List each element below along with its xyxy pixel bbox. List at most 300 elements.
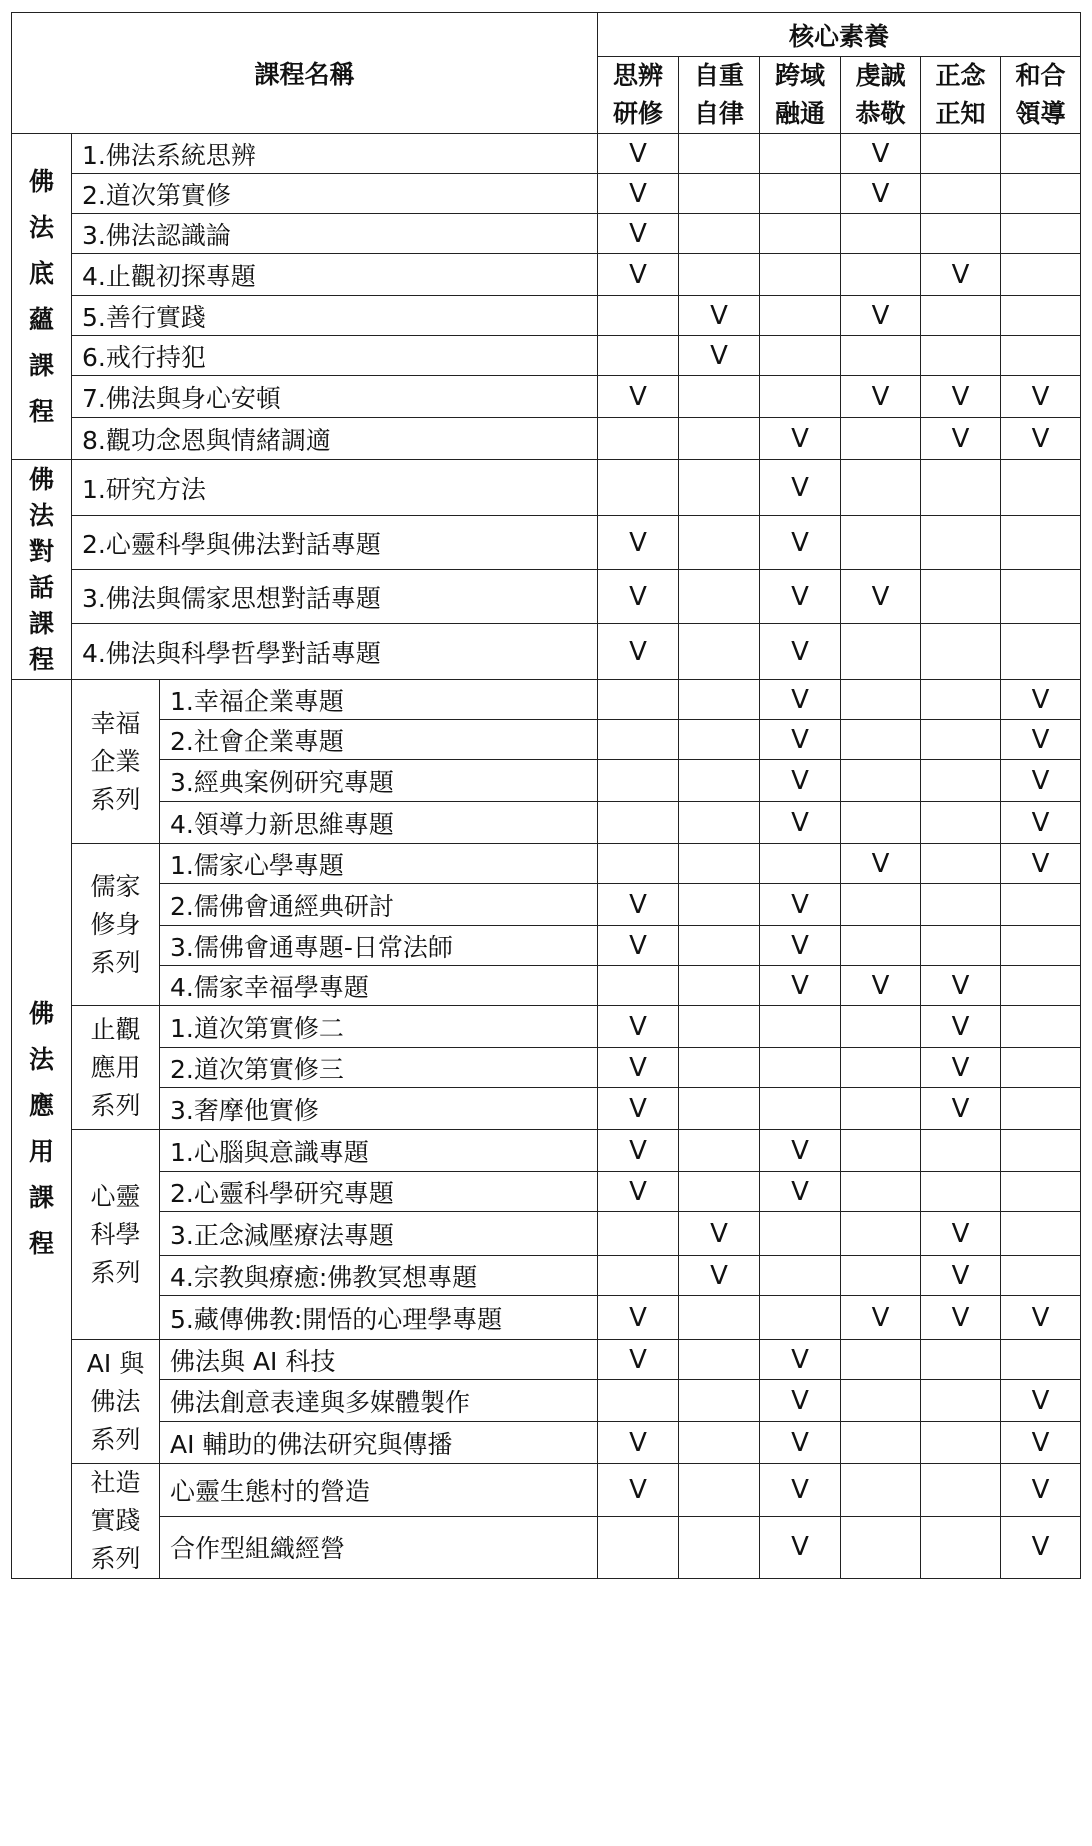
category-char: 佛 [28, 166, 54, 196]
competency-mark-cell [921, 296, 1001, 336]
competency-mark-cell [841, 884, 921, 926]
competency-mark-cell: V [760, 926, 841, 966]
competency-mark-cell [921, 760, 1001, 802]
competency-mark-cell: V [598, 254, 679, 296]
competency-mark-cell: V [841, 966, 921, 1006]
competency-mark-cell [598, 802, 679, 844]
competency-line1: 思辨 [612, 61, 663, 90]
table-row [12, 1516, 1081, 1578]
competency-mark-cell: V [598, 134, 679, 174]
competency-mark-cell [679, 134, 760, 174]
table-row [12, 418, 1081, 460]
series-label-line: 實踐 [90, 1506, 141, 1535]
competency-mark-cell [1001, 1088, 1081, 1130]
competency-mark-cell [1001, 1256, 1081, 1296]
category-char: 應 [28, 1091, 54, 1120]
competency-mark-cell [1001, 296, 1081, 336]
competency-mark-cell [841, 926, 921, 966]
competency-mark-cell [1001, 1340, 1081, 1380]
curriculum-competency-table [11, 12, 1081, 1579]
table-row [12, 1048, 1081, 1088]
competency-mark-cell [841, 214, 921, 254]
competency-mark-cell: V [760, 1422, 841, 1464]
competency-mark-cell [841, 336, 921, 376]
competency-mark-cell: V [598, 1340, 679, 1380]
series-label [72, 1464, 160, 1579]
category-char: 佛 [28, 464, 54, 494]
competency-line2: 正知 [935, 99, 986, 128]
competency-mark-cell [679, 516, 760, 570]
competency-mark-cell [841, 802, 921, 844]
category-char: 蘊 [28, 304, 54, 334]
competency-mark-cell [841, 1212, 921, 1256]
competency-mark-cell: V [598, 214, 679, 254]
competency-mark-cell [598, 1256, 679, 1296]
series-label-line: 企業 [90, 746, 141, 776]
competency-mark-cell [921, 926, 1001, 966]
table-row [12, 844, 1081, 884]
competency-mark-cell [760, 1256, 841, 1296]
competency-mark-cell [598, 418, 679, 460]
table-row [12, 516, 1081, 570]
series-label-line: 科學 [90, 1219, 141, 1249]
competency-mark-cell [841, 1088, 921, 1130]
table-row [12, 1088, 1081, 1130]
course-name-cell: 4.領導力新思維專題 [160, 802, 598, 844]
series-label-line: 儒家 [90, 871, 141, 901]
competency-mark-cell [679, 624, 760, 680]
category-label [12, 134, 72, 460]
course-name-cell: 4.儒家幸福學專題 [160, 966, 598, 1006]
category-char: 課 [28, 350, 54, 380]
table-row [12, 966, 1081, 1006]
table-row [12, 680, 1081, 720]
competency-mark-cell [841, 1422, 921, 1464]
competency-mark-cell [921, 1464, 1001, 1517]
table-row [12, 926, 1081, 966]
competency-mark-cell: V [679, 296, 760, 336]
competency-mark-cell: V [921, 1006, 1001, 1048]
competency-mark-cell [679, 802, 760, 844]
competency-mark-cell [679, 1048, 760, 1088]
competency-mark-cell: V [1001, 760, 1081, 802]
course-name-header: 課程名稱 [12, 13, 598, 134]
competency-mark-cell: V [1001, 802, 1081, 844]
course-name-cell: 2.心靈科學與佛法對話專題 [72, 516, 598, 570]
competency-mark-cell [679, 1006, 760, 1048]
competency-mark-cell [1001, 884, 1081, 926]
competency-mark-cell [760, 214, 841, 254]
competency-mark-cell [921, 214, 1001, 254]
competency-mark-cell [679, 680, 760, 720]
competency-line2: 領導 [1015, 99, 1066, 128]
curriculum-table-wrapper [11, 12, 1081, 1579]
category-char: 課 [28, 608, 54, 638]
series-label-line: 系列 [90, 1090, 141, 1120]
table-row [12, 254, 1081, 296]
series-label-line: 社造 [90, 1468, 141, 1497]
competency-mark-cell: V [760, 1172, 841, 1212]
competency-mark-cell [1001, 966, 1081, 1006]
table-row [12, 1006, 1081, 1048]
competency-mark-cell [1001, 1048, 1081, 1088]
competency-mark-cell: V [841, 1296, 921, 1340]
category-char: 話 [28, 572, 54, 602]
competency-mark-cell [1001, 214, 1081, 254]
competency-mark-cell [598, 1380, 679, 1422]
table-row [12, 460, 1081, 516]
series-label-line: 止觀 [90, 1014, 141, 1044]
competency-mark-cell: V [921, 254, 1001, 296]
course-name-cell: 1.心腦與意識專題 [160, 1130, 598, 1172]
category-char: 程 [28, 644, 54, 674]
competency-mark-cell [1001, 254, 1081, 296]
category-char: 佛 [28, 999, 54, 1028]
competency-mark-cell: V [1001, 1422, 1081, 1464]
competency-line2: 恭敬 [855, 99, 906, 128]
competency-mark-cell [679, 720, 760, 760]
competency-mark-cell [598, 460, 679, 516]
competency-mark-cell: V [760, 1130, 841, 1172]
competency-mark-cell [841, 1006, 921, 1048]
competency-mark-cell [921, 844, 1001, 884]
competency-mark-cell [760, 254, 841, 296]
competency-mark-cell: V [598, 1172, 679, 1212]
series-label-line: 系列 [90, 1257, 141, 1287]
competency-mark-cell: V [598, 1464, 679, 1517]
competency-mark-cell [598, 296, 679, 336]
competency-header [598, 57, 679, 134]
competency-mark-cell [679, 254, 760, 296]
table-row [12, 1172, 1081, 1212]
competency-mark-cell [760, 1212, 841, 1256]
competency-mark-cell: V [760, 1464, 841, 1517]
course-name-cell: 1.道次第實修二 [160, 1006, 598, 1048]
series-label [72, 1006, 160, 1130]
competency-mark-cell [841, 1256, 921, 1296]
course-name-cell: 7.佛法與身心安頓 [72, 376, 598, 418]
competency-mark-cell: V [679, 336, 760, 376]
course-name-cell: 5.善行實踐 [72, 296, 598, 336]
competency-mark-cell: V [760, 680, 841, 720]
category-char: 對 [28, 536, 54, 566]
competency-mark-cell [1001, 460, 1081, 516]
competency-mark-cell [679, 844, 760, 884]
competency-mark-cell [921, 680, 1001, 720]
competency-mark-cell: V [760, 1340, 841, 1380]
course-name-cell: 1.幸福企業專題 [160, 680, 598, 720]
table-row [12, 214, 1081, 254]
course-name-cell: 2.道次第實修 [72, 174, 598, 214]
competency-mark-cell: V [598, 516, 679, 570]
competency-mark-cell [760, 174, 841, 214]
competency-mark-cell: V [598, 884, 679, 926]
table-row [12, 134, 1081, 174]
course-name-cell: 合作型組織經營 [160, 1516, 598, 1578]
table-row [12, 802, 1081, 844]
table-row [12, 174, 1081, 214]
table-row [12, 1256, 1081, 1296]
competency-mark-cell: V [598, 926, 679, 966]
competency-mark-cell: V [760, 624, 841, 680]
category-char: 法 [28, 500, 54, 530]
competency-line1: 虔誠 [855, 61, 906, 90]
course-name-cell: 3.正念減壓療法專題 [160, 1212, 598, 1256]
course-name-cell: 3.佛法與儒家思想對話專題 [72, 570, 598, 624]
competency-mark-cell [679, 760, 760, 802]
category-char: 底 [28, 258, 54, 288]
series-label-line: 應用 [90, 1052, 141, 1082]
competency-mark-cell [841, 460, 921, 516]
competency-mark-cell: V [760, 418, 841, 460]
competency-mark-cell [760, 1296, 841, 1340]
category-label [12, 680, 72, 1579]
competency-mark-cell [921, 336, 1001, 376]
competency-mark-cell [679, 1172, 760, 1212]
competency-mark-cell [921, 624, 1001, 680]
competency-mark-cell [921, 1172, 1001, 1212]
competency-line2: 融通 [774, 99, 825, 128]
competency-mark-cell [598, 720, 679, 760]
competency-mark-cell: V [841, 376, 921, 418]
series-label-line: AI 與 [86, 1348, 145, 1378]
competency-mark-cell [679, 1296, 760, 1340]
series-label [72, 1130, 160, 1340]
competency-header [1001, 57, 1081, 134]
core-competency-header: 核心素養 [598, 13, 1081, 57]
competency-header [921, 57, 1001, 134]
series-label-line: 修身 [90, 909, 141, 939]
competency-mark-cell: V [598, 624, 679, 680]
competency-mark-cell [679, 460, 760, 516]
competency-mark-cell [841, 1130, 921, 1172]
competency-mark-cell: V [921, 1256, 1001, 1296]
course-name-cell: 4.宗教與療癒:佛教冥想專題 [160, 1256, 598, 1296]
competency-mark-cell: V [760, 720, 841, 760]
competency-mark-cell [1001, 516, 1081, 570]
competency-mark-cell: V [598, 1422, 679, 1464]
course-name-cell: 5.藏傳佛教:開悟的心理學專題 [160, 1296, 598, 1340]
table-row [12, 884, 1081, 926]
table-row [12, 336, 1081, 376]
competency-mark-cell [679, 926, 760, 966]
table-row [12, 376, 1081, 418]
competency-header [760, 57, 841, 134]
table-row [12, 760, 1081, 802]
competency-mark-cell [841, 1340, 921, 1380]
competency-mark-cell: V [1001, 1296, 1081, 1340]
competency-mark-cell [841, 680, 921, 720]
competency-mark-cell: V [598, 570, 679, 624]
table-row [12, 1212, 1081, 1256]
competency-mark-cell: V [921, 418, 1001, 460]
course-name-cell: 1.儒家心學專題 [160, 844, 598, 884]
competency-mark-cell [679, 376, 760, 418]
competency-mark-cell [841, 624, 921, 680]
table-body [12, 13, 1081, 1579]
course-name-cell: 2.道次第實修三 [160, 1048, 598, 1088]
competency-mark-cell: V [760, 966, 841, 1006]
course-name-cell: 4.佛法與科學哲學對話專題 [72, 624, 598, 680]
series-label-line: 佛法 [90, 1386, 141, 1416]
competency-mark-cell [841, 254, 921, 296]
competency-mark-cell [1001, 570, 1081, 624]
category-char: 程 [28, 1229, 54, 1258]
category-char: 用 [28, 1137, 54, 1166]
competency-mark-cell [679, 1340, 760, 1380]
competency-mark-cell [1001, 174, 1081, 214]
competency-mark-cell [760, 376, 841, 418]
competency-mark-cell [679, 1464, 760, 1517]
competency-mark-cell [841, 418, 921, 460]
competency-mark-cell: V [921, 1212, 1001, 1256]
competency-mark-cell: V [1001, 720, 1081, 760]
series-label-line: 心靈 [90, 1181, 141, 1211]
course-name-cell: 心靈生態村的營造 [160, 1464, 598, 1517]
competency-mark-cell [1001, 926, 1081, 966]
category-char: 法 [28, 212, 54, 242]
competency-header [841, 57, 921, 134]
competency-mark-cell [921, 1130, 1001, 1172]
competency-mark-cell [841, 760, 921, 802]
category-char: 課 [28, 1183, 54, 1212]
table-row [12, 1340, 1081, 1380]
category-char: 程 [28, 396, 54, 426]
competency-mark-cell: V [921, 1088, 1001, 1130]
competency-mark-cell: V [760, 1380, 841, 1422]
series-label-line: 系列 [90, 1424, 141, 1454]
competency-mark-cell [679, 1516, 760, 1578]
competency-mark-cell [921, 884, 1001, 926]
competency-mark-cell: V [679, 1256, 760, 1296]
competency-mark-cell: V [598, 174, 679, 214]
competency-mark-cell: V [760, 570, 841, 624]
competency-mark-cell: V [760, 460, 841, 516]
competency-mark-cell: V [1001, 1380, 1081, 1422]
competency-mark-cell [921, 720, 1001, 760]
competency-mark-cell: V [760, 884, 841, 926]
course-name-cell: 4.止觀初探專題 [72, 254, 598, 296]
table-row [12, 296, 1081, 336]
competency-mark-cell [841, 516, 921, 570]
competency-mark-cell [760, 1088, 841, 1130]
competency-mark-cell [921, 1422, 1001, 1464]
table-row [12, 1422, 1081, 1464]
competency-mark-cell [1001, 624, 1081, 680]
competency-mark-cell [679, 966, 760, 1006]
table-row [12, 624, 1081, 680]
competency-mark-cell: V [921, 1296, 1001, 1340]
competency-line1: 自重 [693, 61, 744, 90]
table-row [12, 570, 1081, 624]
competency-mark-cell [1001, 1130, 1081, 1172]
competency-mark-cell [921, 134, 1001, 174]
competency-mark-cell [1001, 1006, 1081, 1048]
course-name-cell: 1.研究方法 [72, 460, 598, 516]
course-name-cell: 2.儒佛會通經典研討 [160, 884, 598, 926]
competency-mark-cell [760, 134, 841, 174]
competency-mark-cell: V [598, 1130, 679, 1172]
competency-mark-cell [679, 1422, 760, 1464]
competency-mark-cell [1001, 1212, 1081, 1256]
course-name-cell: 2.社會企業專題 [160, 720, 598, 760]
competency-mark-cell: V [598, 1296, 679, 1340]
course-name-cell: 佛法與 AI 科技 [160, 1340, 598, 1380]
competency-mark-cell [921, 460, 1001, 516]
competency-mark-cell [1001, 1172, 1081, 1212]
competency-line1: 跨域 [774, 61, 825, 90]
competency-mark-cell [679, 214, 760, 254]
competency-mark-cell: V [1001, 418, 1081, 460]
competency-mark-cell [598, 760, 679, 802]
course-name-cell: 6.戒行持犯 [72, 336, 598, 376]
competency-mark-cell [760, 336, 841, 376]
table-row [12, 1380, 1081, 1422]
competency-mark-cell: V [1001, 1464, 1081, 1517]
competency-mark-cell: V [760, 760, 841, 802]
competency-mark-cell: V [598, 1006, 679, 1048]
competency-line1: 和合 [1015, 61, 1066, 90]
competency-line2: 自律 [693, 99, 744, 128]
competency-line1: 正念 [935, 61, 986, 90]
course-name-cell: 佛法創意表達與多媒體製作 [160, 1380, 598, 1422]
competency-mark-cell: V [760, 802, 841, 844]
table-row [12, 1130, 1081, 1172]
series-label [72, 1340, 160, 1464]
competency-mark-cell [921, 802, 1001, 844]
competency-mark-cell [679, 1088, 760, 1130]
course-name-cell: 3.經典案例研究專題 [160, 760, 598, 802]
table-row [12, 720, 1081, 760]
competency-mark-cell [1001, 336, 1081, 376]
competency-mark-cell [760, 296, 841, 336]
course-name-cell: 1.佛法系統思辨 [72, 134, 598, 174]
competency-header [679, 57, 760, 134]
competency-mark-cell [760, 1006, 841, 1048]
competency-mark-cell [598, 966, 679, 1006]
course-name-cell: 3.佛法認識論 [72, 214, 598, 254]
competency-mark-cell [598, 680, 679, 720]
competency-mark-cell [679, 570, 760, 624]
category-char: 法 [28, 1045, 54, 1074]
competency-mark-cell: V [921, 1048, 1001, 1088]
competency-mark-cell [1001, 134, 1081, 174]
competency-mark-cell: V [921, 376, 1001, 418]
competency-mark-cell [921, 1340, 1001, 1380]
competency-mark-cell: V [841, 844, 921, 884]
course-name-cell: 2.心靈科學研究專題 [160, 1172, 598, 1212]
series-label-line: 系列 [90, 784, 141, 814]
competency-mark-cell [841, 1380, 921, 1422]
series-label [72, 844, 160, 1006]
competency-mark-cell [921, 1380, 1001, 1422]
competency-mark-cell: V [598, 1088, 679, 1130]
course-name-cell: 8.觀功念恩與情緒調適 [72, 418, 598, 460]
competency-mark-cell [598, 1516, 679, 1578]
competency-mark-cell [841, 1048, 921, 1088]
series-label-line: 幸福 [90, 708, 141, 738]
competency-mark-cell [841, 1516, 921, 1578]
competency-mark-cell [679, 1380, 760, 1422]
competency-mark-cell [921, 1516, 1001, 1578]
competency-mark-cell [841, 1172, 921, 1212]
competency-mark-cell [921, 570, 1001, 624]
competency-mark-cell: V [841, 296, 921, 336]
course-name-cell: 3.儒佛會通專題-日常法師 [160, 926, 598, 966]
competency-mark-cell: V [1001, 376, 1081, 418]
competency-mark-cell [598, 844, 679, 884]
course-name-cell: AI 輔助的佛法研究與傳播 [160, 1422, 598, 1464]
